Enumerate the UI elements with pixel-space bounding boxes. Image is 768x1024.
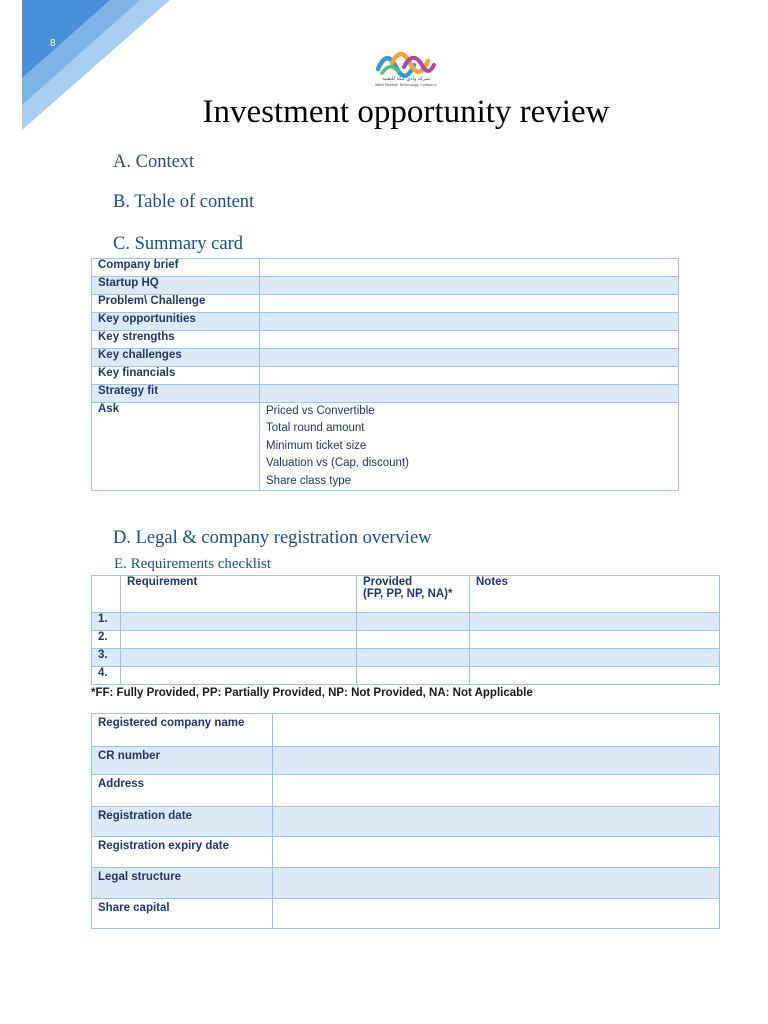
checklist-header-provided xyxy=(357,576,470,613)
section-e-heading: E. Requirements checklist xyxy=(114,556,272,572)
registration-value xyxy=(273,714,720,747)
summary-value xyxy=(260,277,679,295)
checklist-cell xyxy=(357,667,470,685)
checklist-row-index: 1. xyxy=(92,613,121,631)
registration-label: Legal structure xyxy=(92,868,273,899)
logo-caption-arabic: شركة وادي مكة للتقنية xyxy=(382,76,430,82)
section-a-heading: A. Context xyxy=(113,152,195,172)
ask-row xyxy=(92,403,679,491)
registration-row xyxy=(92,868,720,899)
summary-row xyxy=(92,277,679,295)
summary-value xyxy=(260,313,679,331)
summary-value xyxy=(260,349,679,367)
registration-row xyxy=(92,747,720,775)
registration-row xyxy=(92,807,720,837)
summary-value xyxy=(260,259,679,277)
checklist-cell xyxy=(121,613,357,631)
registration-row xyxy=(92,837,720,868)
registration-row xyxy=(92,775,720,807)
checklist-header-row xyxy=(92,576,720,613)
registration-row xyxy=(92,899,720,929)
provided-codes: (FP, PP, NP, NA)* xyxy=(363,588,453,600)
summary-label: Company brief xyxy=(92,259,260,277)
summary-label: Strategy fit xyxy=(92,385,260,403)
checklist-footnote: *FF: Fully Provided, PP: Partially Provided, NP: Not Provided, NA: Not Applicable xyxy=(91,687,533,699)
checklist-row xyxy=(92,631,720,649)
section-d-heading: D. Legal & company registration overview xyxy=(113,528,432,548)
summary-label: Startup HQ xyxy=(92,277,260,295)
checklist-row xyxy=(92,667,720,685)
registration-value xyxy=(273,899,720,929)
requirements-checklist-table xyxy=(91,575,720,685)
checklist-row-index: 2. xyxy=(92,631,121,649)
checklist-cell xyxy=(470,613,720,631)
checklist-cell xyxy=(470,667,720,685)
registration-table xyxy=(91,713,720,929)
summary-row xyxy=(92,331,679,349)
summary-label: Key opportunities xyxy=(92,313,260,331)
checklist-row xyxy=(92,613,720,631)
registration-label: Registration expiry date xyxy=(92,837,273,868)
summary-value xyxy=(260,331,679,349)
logo-caption-english: Wadi Makkah Technology Company xyxy=(375,83,437,87)
registration-row xyxy=(92,714,720,747)
section-b-heading: B. Table of content xyxy=(113,192,255,212)
registration-label: Address xyxy=(92,775,273,807)
section-c-heading: C. Summary card xyxy=(113,234,243,254)
registration-label: CR number xyxy=(92,747,273,775)
summary-row xyxy=(92,367,679,385)
checklist-header-index xyxy=(92,576,121,613)
registration-value xyxy=(273,868,720,899)
summary-row xyxy=(92,259,679,277)
registration-value xyxy=(273,837,720,868)
ask-item: Total round amount xyxy=(266,422,365,435)
summary-card-table xyxy=(91,258,679,491)
checklist-cell xyxy=(470,631,720,649)
summary-label: Problem\ Challenge xyxy=(92,295,260,313)
checklist-cell xyxy=(357,631,470,649)
checklist-cell xyxy=(470,649,720,667)
checklist-header-notes: Notes xyxy=(470,576,720,613)
registration-value xyxy=(273,747,720,775)
ask-item: Priced vs Convertible xyxy=(266,405,375,417)
checklist-cell xyxy=(121,631,357,649)
checklist-cell xyxy=(121,667,357,685)
provided-label: Provided xyxy=(363,576,413,588)
ask-item: Share class type xyxy=(266,474,352,487)
summary-row xyxy=(92,385,679,403)
summary-row xyxy=(92,313,679,331)
ask-label: Ask xyxy=(92,403,260,491)
checklist-cell xyxy=(357,649,470,667)
ask-item: Valuation vs (Cap, discount) xyxy=(266,457,409,470)
summary-value xyxy=(260,385,679,403)
summary-label: Key strengths xyxy=(92,331,260,349)
summary-row xyxy=(92,349,679,367)
checklist-row-index: 4. xyxy=(92,667,121,685)
summary-value xyxy=(260,295,679,313)
page-title: Investment opportunity review xyxy=(202,94,610,130)
summary-value xyxy=(260,367,679,385)
logo-caption xyxy=(374,76,438,88)
checklist-cell xyxy=(357,613,470,631)
ask-item: Minimum ticket size xyxy=(266,439,367,452)
checklist-row xyxy=(92,649,720,667)
registration-value xyxy=(273,807,720,837)
checklist-header-requirement: Requirement xyxy=(121,576,357,613)
checklist-cell xyxy=(121,649,357,667)
page-number: 8 xyxy=(50,38,56,49)
ask-items xyxy=(260,403,679,491)
summary-label: Key challenges xyxy=(92,349,260,367)
registration-label: Registration date xyxy=(92,807,273,837)
registration-label: Registered company name xyxy=(92,714,273,747)
summary-row xyxy=(92,295,679,313)
checklist-row-index: 3. xyxy=(92,649,121,667)
summary-label: Key financials xyxy=(92,367,260,385)
registration-value xyxy=(273,775,720,807)
registration-label: Share capital xyxy=(92,899,273,929)
